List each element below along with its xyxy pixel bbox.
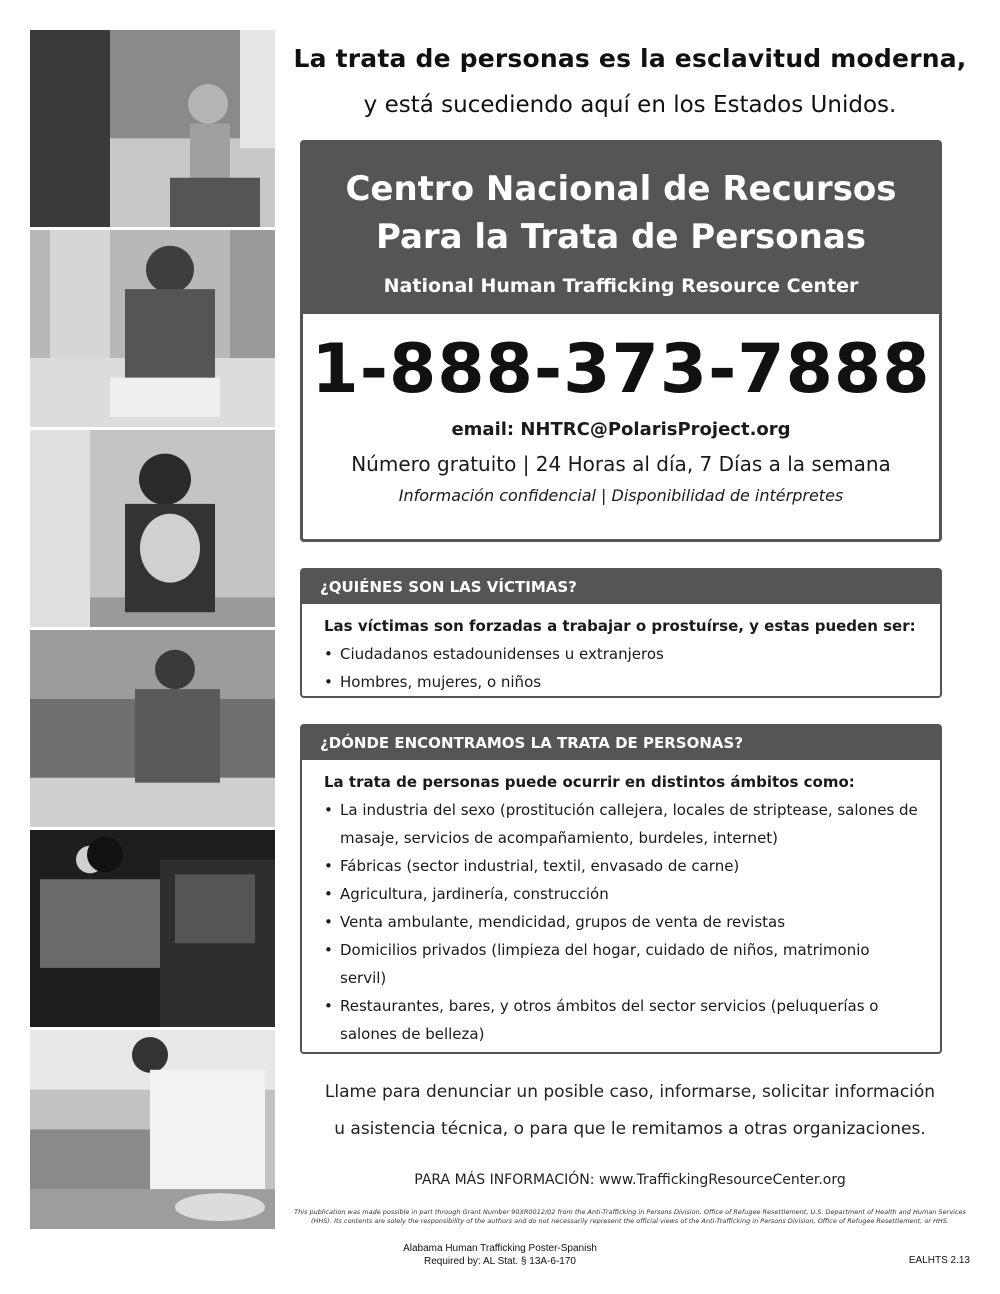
list-item: • Ciudadanos estadounidenses u extranjeros xyxy=(324,640,920,668)
resource-center-box xyxy=(300,140,942,542)
call-line2: u asistencia técnica, o para que le remitamos a otras organizaciones. xyxy=(334,1119,926,1139)
confidential-line: Información confidencial | Disponibilidad de intérpretes xyxy=(398,486,844,505)
email-line: email: NHTRC@PolarisProject.org xyxy=(451,419,791,440)
where-body xyxy=(302,760,940,1058)
tollfree-line: Número gratuito | 24 Horas al día, 7 Días a la semana xyxy=(351,452,891,476)
list-item: • Agricultura, jardinería, construcción xyxy=(324,880,920,908)
victims-heading: ¿QUIÉNES SON LAS VÍCTIMAS? xyxy=(302,570,940,604)
photo-woman-with-towels xyxy=(30,230,275,430)
where-intro: La trata de personas puede ocurrir en distintos ámbitos como: xyxy=(324,773,855,791)
list-item: • La industria del sexo (prostitución callejera, locales de striptease, salones de masaje, servicios de acompañamiento, burdeles, internet) xyxy=(324,796,920,852)
victims-list xyxy=(324,640,920,696)
footer-statute: Required by: AL Stat. § 13A-6-170 xyxy=(424,1256,576,1267)
where-section xyxy=(300,724,942,1054)
footer-code: EALHTS 2.13 xyxy=(908,1255,970,1266)
headline-primary: La trata de personas es la esclavitud moderna, xyxy=(293,44,967,73)
center-title-line2: Para la Trata de Personas xyxy=(375,217,867,257)
where-heading: ¿DÓNDE ENCONTRAMOS LA TRATA DE PERSONAS? xyxy=(302,726,940,760)
victims-intro: Las víctimas son forzadas a trabajar o prostuírse, y estas pueden ser: xyxy=(324,617,916,635)
footer-poster-info xyxy=(360,1242,640,1268)
headline-secondary: y está sucediendo aquí en los Estados Unidos. xyxy=(363,92,897,118)
resource-center-header xyxy=(303,143,939,314)
list-item: • Fábricas (sector industrial, textil, envasado de carne) xyxy=(324,852,920,880)
list-item: • Venta ambulante, mendicidad, grupos de venta de revistas xyxy=(324,908,920,936)
photo-woman-sitting-on-bed xyxy=(30,30,275,230)
more-info-link[interactable]: PARA MÁS INFORMACIÓN: www.TraffickingResourceCenter.org xyxy=(414,1172,846,1188)
photo-column xyxy=(30,30,275,1235)
hotline-phone: 1-888-373-7888 xyxy=(311,330,931,409)
list-item: • Domicilios privados (limpieza del hogar, cuidado de niños, matrimonio servil) xyxy=(324,936,920,992)
grant-disclaimer: This publication was made possible in part through Grant Number 90XR0012/02 from the Anti-Trafficking in Persons Division, Office of Refugee Resettlement, U.S. Department of Health and Human Services (HHS). Its contents are solely the responsibility of the authors and do not necessarily represent the official views of the Anti-Trafficking in Persons Division, Office of Refugee Resettlement, or HHS. xyxy=(294,1208,966,1225)
center-title-line1: Centro Nacional de Recursos xyxy=(345,169,897,209)
center-subtitle: National Human Trafficking Resource Center xyxy=(383,275,859,297)
where-list xyxy=(324,796,920,1048)
victims-body xyxy=(302,604,940,706)
call-line1: Llame para denunciar un posible caso, informarse, solicitar información xyxy=(324,1082,936,1102)
photo-woman-at-car-window xyxy=(30,830,275,1030)
photo-boy-in-field xyxy=(30,630,275,830)
list-item: • Hombres, mujeres, o niños xyxy=(324,668,920,696)
footer-poster-title: Alabama Human Trafficking Poster-Spanish xyxy=(403,1243,597,1254)
call-to-action xyxy=(290,1074,970,1148)
photo-man-washing-dishes xyxy=(30,1030,275,1232)
list-item: • Restaurantes, bares, y otros ámbitos del sector servicios (peluquerías o salones de belleza) xyxy=(324,992,920,1048)
victims-section xyxy=(300,568,942,698)
photo-girl-hugging-knees xyxy=(30,430,275,630)
